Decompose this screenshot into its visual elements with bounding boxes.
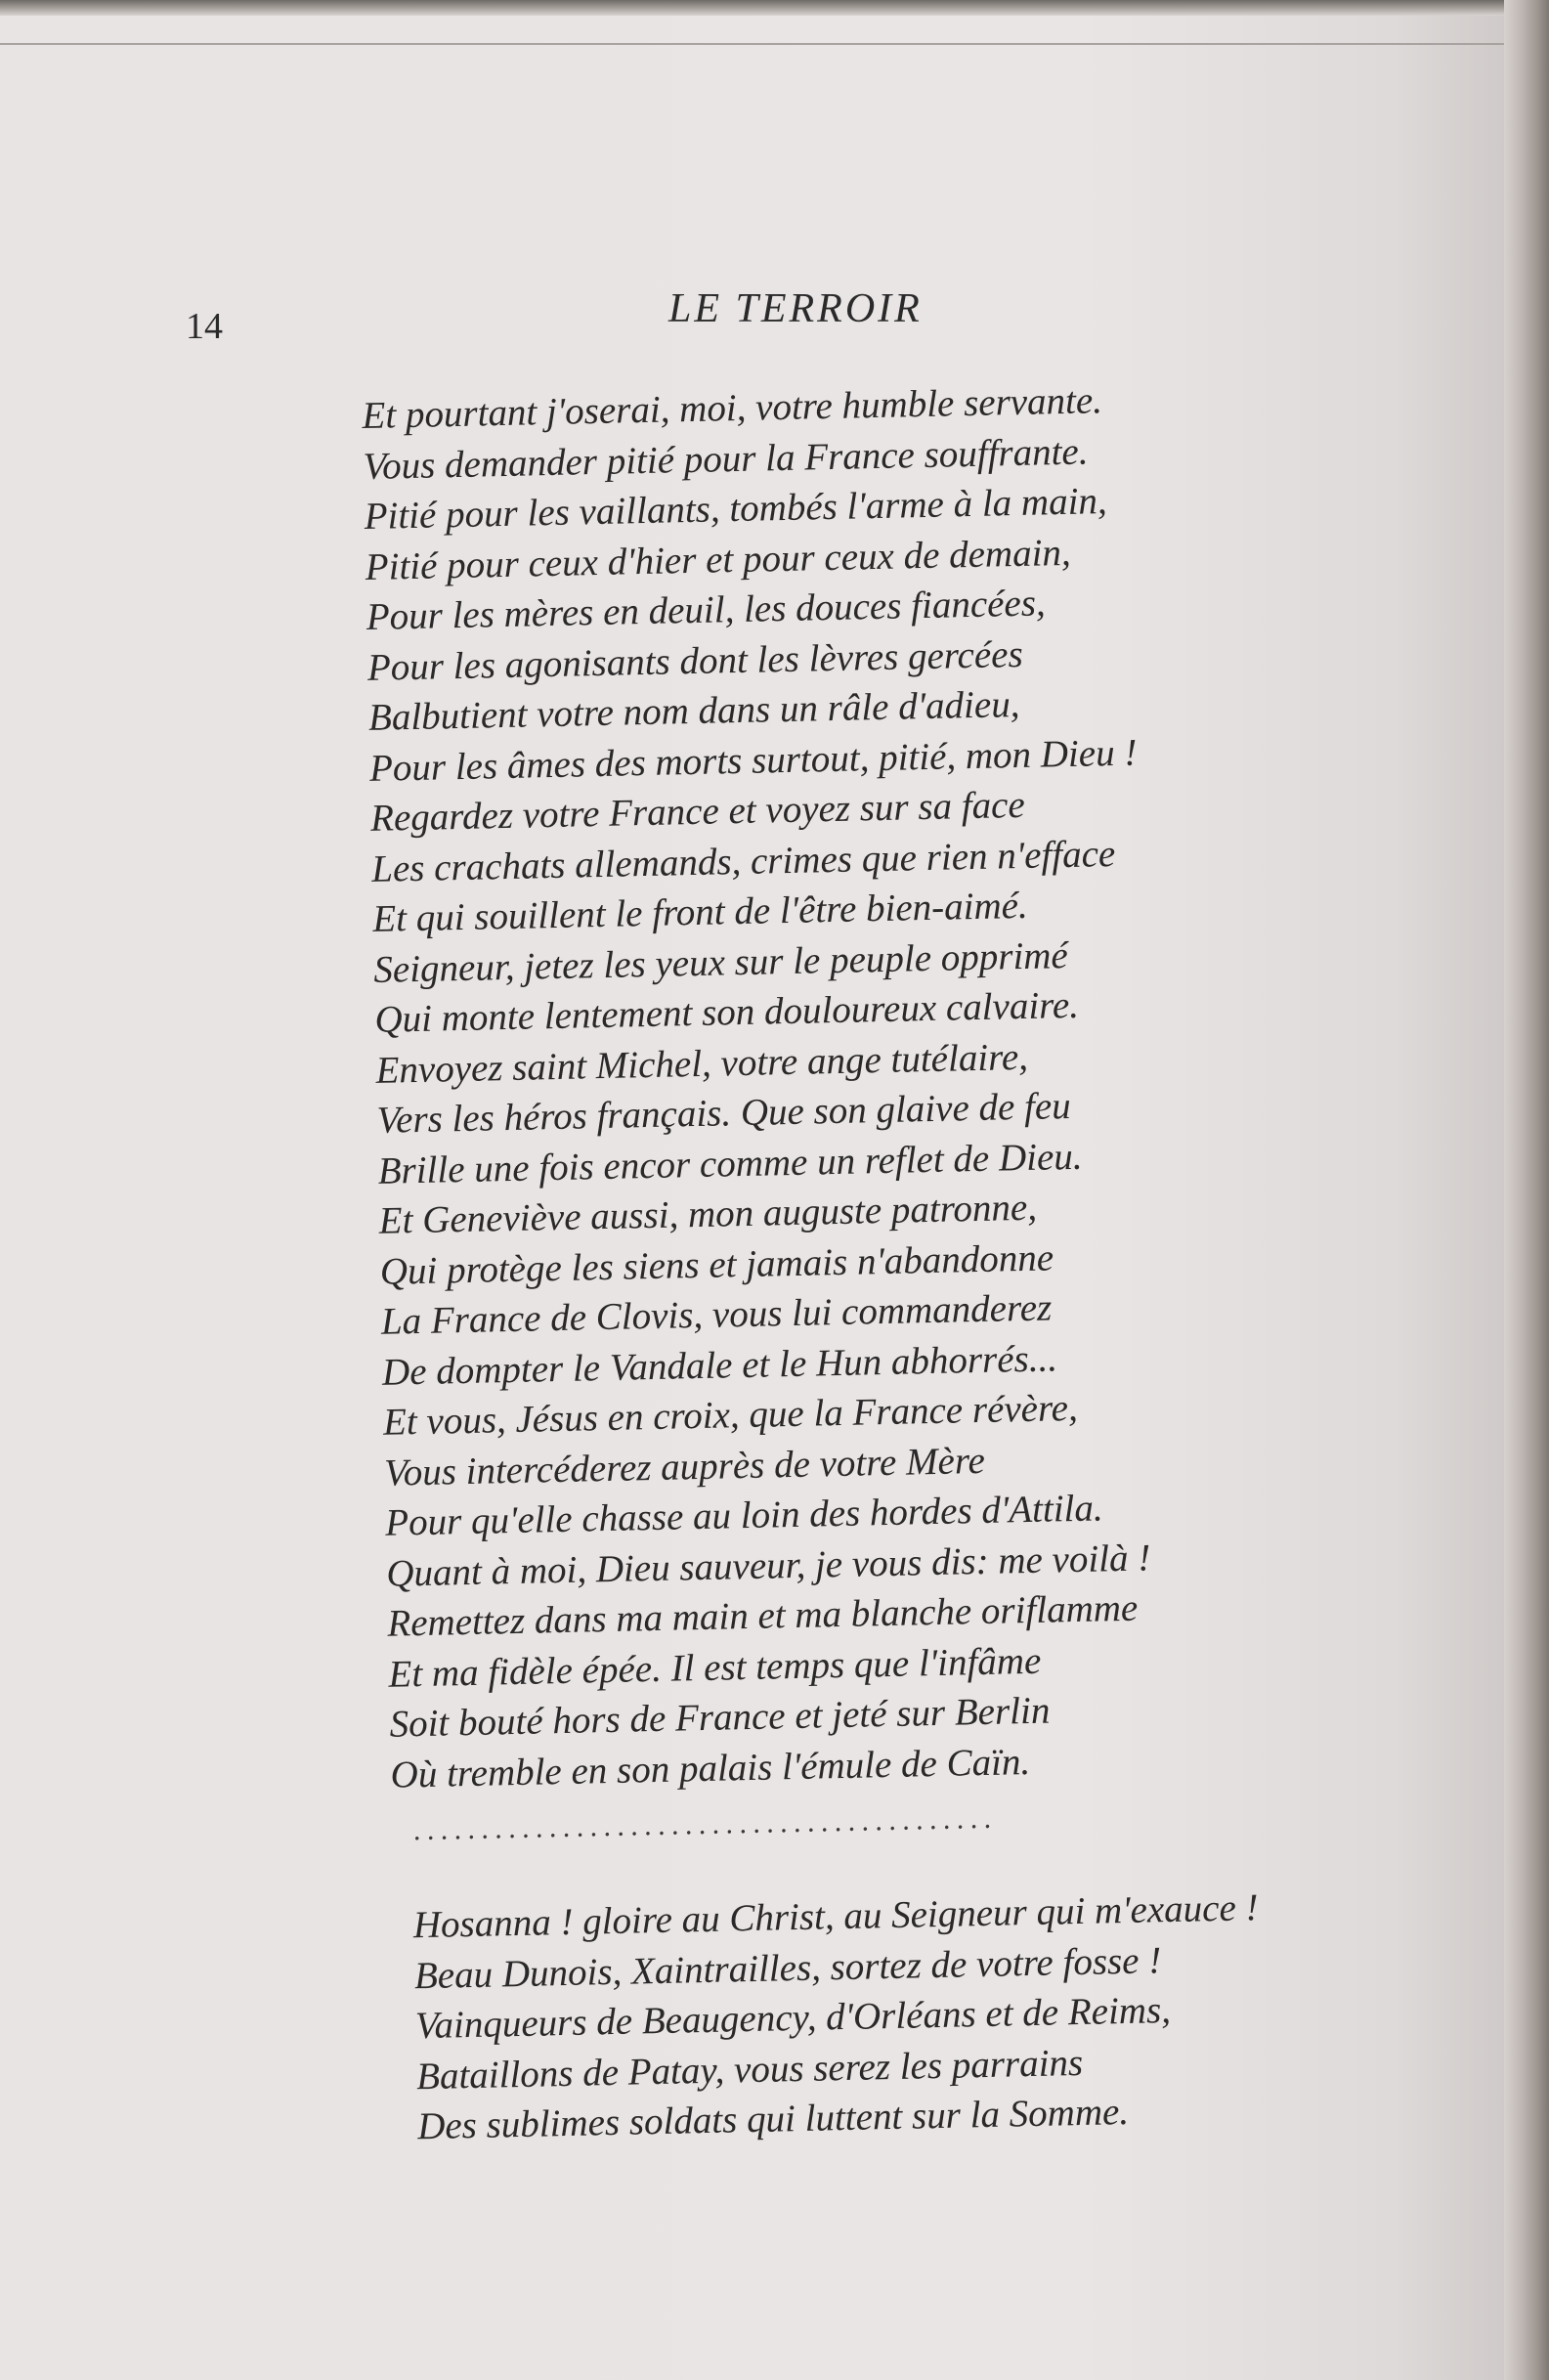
verse-line: Bataillons de Patay, vous serez les parrains (415, 2041, 1084, 2098)
verse-line: Et vous, Jésus en croix, que la France révère, (382, 1386, 1079, 1444)
verse-line: La France de Clovis, vous lui commanderez (380, 1286, 1053, 1343)
verse-line: Pitié pour les vaillants, tombés l'arme à la main, (364, 480, 1108, 538)
page-number: 14 (186, 306, 223, 347)
verse-line: Remettez dans ma main et ma blanche oriflamme (386, 1586, 1139, 1645)
poem (362, 369, 1435, 2152)
book-spine-edge (1504, 0, 1549, 2380)
dotted-separator: ........................................... (412, 1801, 998, 1847)
top-rule (0, 43, 1505, 45)
verse-line: Vous demander pitié pour la France souffrante. (363, 429, 1089, 488)
verse-line: Envoyez saint Michel, votre ange tutélaire, (375, 1035, 1029, 1092)
verse-line: Qui monte lentement son douloureux calvaire. (374, 983, 1080, 1041)
verse-line: De dompter le Vandale et le Hun abhorrés... (381, 1336, 1058, 1394)
verse-line: Vers les héros français. Que son glaive de feu (376, 1084, 1072, 1142)
verse-line: Brille une fois encor comme un reflet de Dieu. (377, 1135, 1083, 1192)
stanza-2 (412, 1879, 1434, 2151)
verse-line: Balbutient votre nom dans un râle d'adieu, (367, 682, 1020, 739)
verse-line: Regardez votre France et voyez sur sa face (369, 783, 1026, 840)
verse-line: Les crachats allemands, crimes que rien n'efface (370, 832, 1116, 890)
verse-line: Qui protège les siens et jamais n'abandonne (379, 1235, 1054, 1293)
verse-line: Pitié pour ceux d'hier et pour ceux de demain, (365, 531, 1072, 588)
verse-line: Quant à moi, Dieu sauveur, je vous dis: me voilà ! (385, 1536, 1151, 1595)
verse-line: Seigneur, jetez les yeux sur le peuple opprimé (372, 933, 1069, 991)
verse-line: Et qui souillent le front de l'être bien-aimé. (371, 884, 1029, 940)
verse-line: Hosanna ! gloire au Christ, au Seigneur qui m'exauce ! (412, 1886, 1259, 1947)
verse-line: Pour les âmes des morts surtout, pitié, mon Dieu ! (368, 730, 1138, 790)
verse-line: Et ma fidèle épée. Il est temps que l'infâme (388, 1639, 1042, 1696)
verse-line: Beau Dunois, Xaintrailles, sortez de votre fosse ! (413, 1938, 1162, 1997)
verse-line: Où tremble en son palais l'émule de Caïn. (390, 1740, 1031, 1796)
verse-line: Et pourtant j'oserai, moi, votre humble servante. (362, 379, 1103, 437)
verse-line: Des sublimes soldats qui luttent sur la Somme. (416, 2090, 1130, 2148)
running-head: LE TERROIR (668, 286, 923, 331)
verse-line: Et Geneviève aussi, mon auguste patronne, (378, 1186, 1038, 1242)
verse-line: Pour qu'elle chasse au loin des hordes d'Attila. (384, 1487, 1104, 1544)
verse-line: Pour les mères en deuil, les douces fiancées, (366, 582, 1047, 638)
verse-line: Vous intercéderez auprès de votre Mère (383, 1439, 986, 1494)
stanza-1 (362, 369, 1427, 1800)
verse-line: Soit bouté hors de France et jeté sur Berlin (389, 1689, 1051, 1746)
page-top-edge (0, 0, 1549, 16)
verse-line: Pour les agonisants dont les lèvres gercées (366, 632, 1024, 689)
verse-line: Vainqueurs de Beaugency, d'Orléans et de Reims, (414, 1989, 1172, 2048)
